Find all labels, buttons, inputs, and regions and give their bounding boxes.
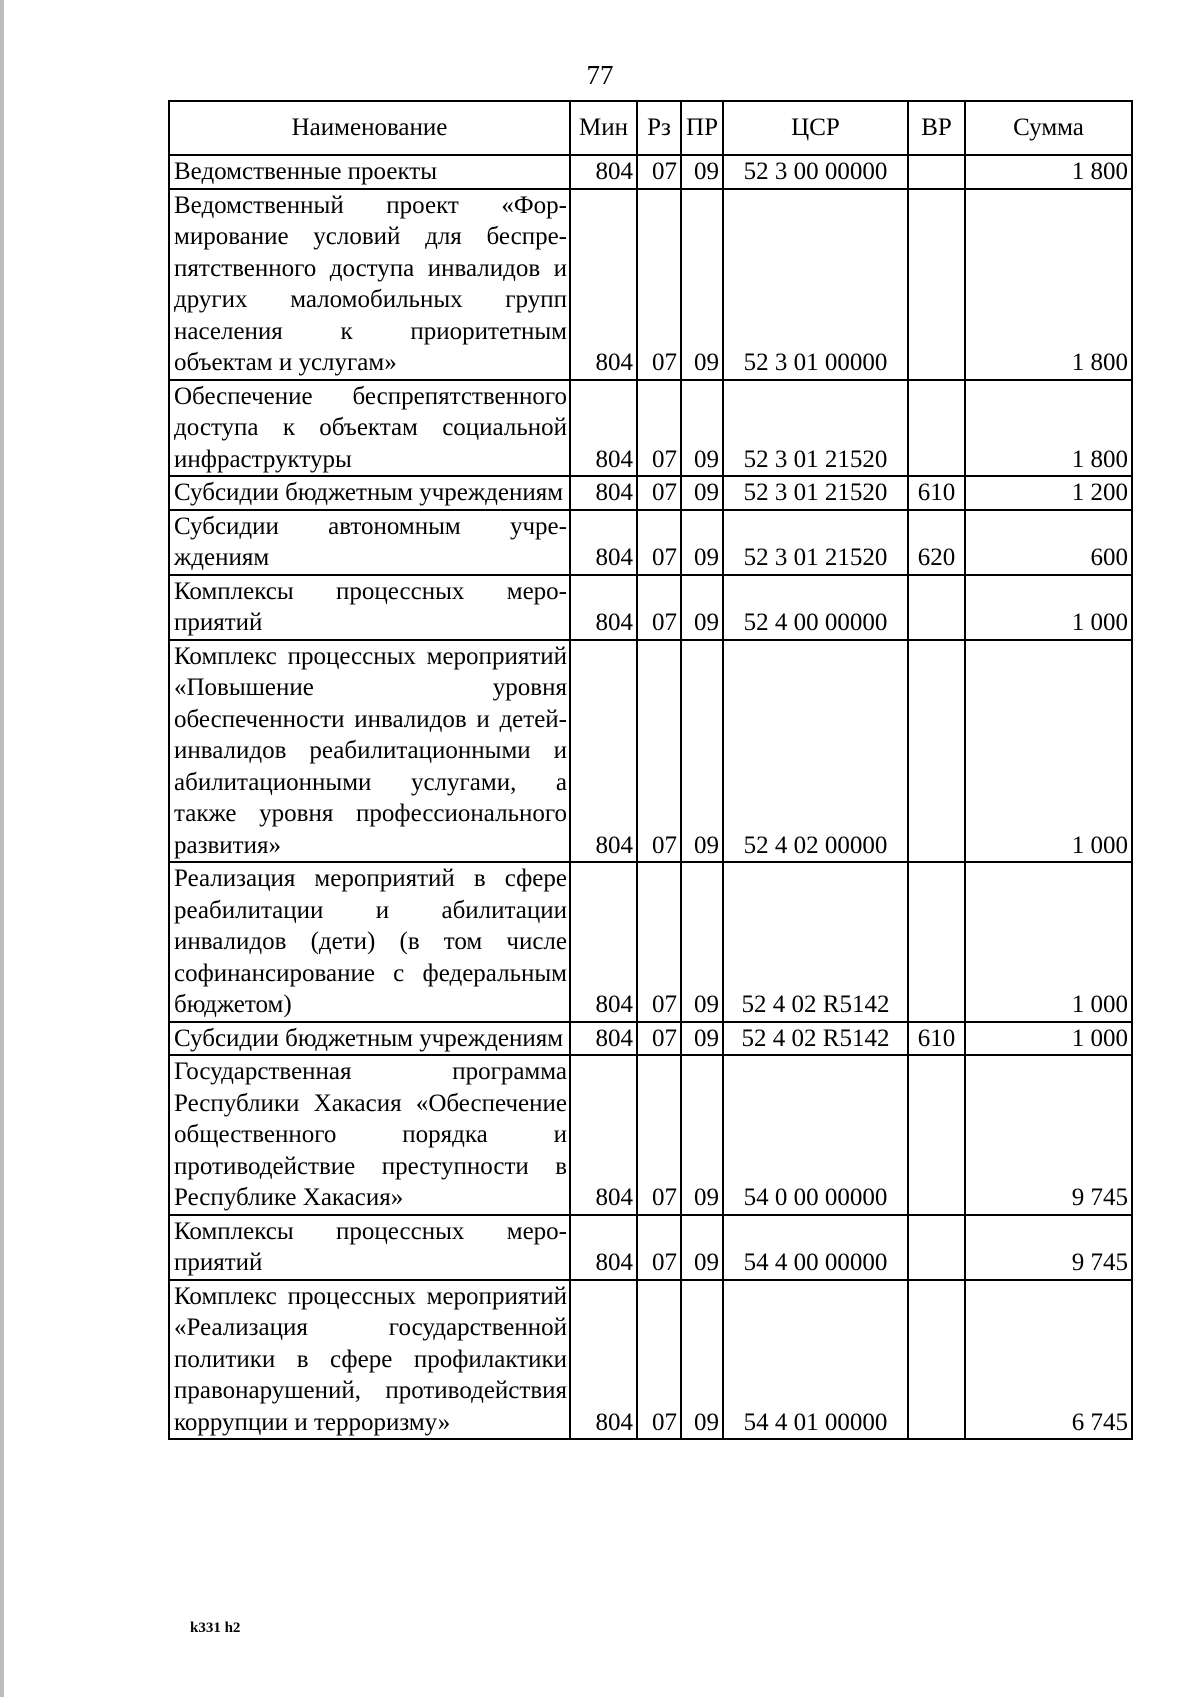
row-pr: 09 xyxy=(681,1022,723,1056)
row-name: Комплекс процессных мероприятий «Реализация государственной политики в сфере профилактики правонарушений, противодействия коррупции и терроризму» xyxy=(169,1280,570,1440)
table-row xyxy=(169,1022,1132,1056)
row-pr: 09 xyxy=(681,510,723,575)
row-vr xyxy=(908,1055,965,1215)
row-pr: 09 xyxy=(681,380,723,477)
row-vr xyxy=(908,189,965,380)
row-pr: 09 xyxy=(681,640,723,863)
row-name: Субсидии бюджетным учреждениям xyxy=(169,476,570,510)
row-min: 804 xyxy=(570,189,637,380)
header-sum: Сумма xyxy=(965,101,1132,155)
row-vr xyxy=(908,1280,965,1440)
row-min: 804 xyxy=(570,380,637,477)
row-name: Субсидии автономным учреждениям xyxy=(169,510,570,575)
budget-table xyxy=(168,100,1133,1440)
row-sum: 9 745 xyxy=(965,1215,1132,1280)
row-rz: 07 xyxy=(637,1215,681,1280)
row-vr xyxy=(908,155,965,189)
row-csr: 52 4 00 00000 xyxy=(723,575,908,640)
row-csr: 52 4 02 00000 xyxy=(723,640,908,863)
header-vr: ВР xyxy=(908,101,965,155)
table-row xyxy=(169,155,1132,189)
row-vr: 610 xyxy=(908,1022,965,1056)
row-name: Комплексы процессных мероприятий xyxy=(169,1215,570,1280)
table-row xyxy=(169,476,1132,510)
table-header-row xyxy=(169,101,1132,155)
header-pr: ПР xyxy=(681,101,723,155)
row-min: 804 xyxy=(570,575,637,640)
row-rz: 07 xyxy=(637,510,681,575)
row-rz: 07 xyxy=(637,575,681,640)
row-rz: 07 xyxy=(637,862,681,1022)
row-vr xyxy=(908,640,965,863)
row-csr: 52 4 02 R5142 xyxy=(723,862,908,1022)
row-min: 804 xyxy=(570,476,637,510)
row-vr xyxy=(908,380,965,477)
row-vr xyxy=(908,575,965,640)
row-sum: 1 800 xyxy=(965,380,1132,477)
row-name: Ведомственный проект «Формирование условий для беспрепятственного доступа инвалидов и других маломобильных групп населения к приоритетным объектам и услугам» xyxy=(169,189,570,380)
row-rz: 07 xyxy=(637,380,681,477)
header-csr: ЦСР xyxy=(723,101,908,155)
row-csr: 52 3 01 21520 xyxy=(723,476,908,510)
row-csr: 52 3 01 21520 xyxy=(723,510,908,575)
row-rz: 07 xyxy=(637,1055,681,1215)
row-sum: 1 800 xyxy=(965,189,1132,380)
row-rz: 07 xyxy=(637,640,681,863)
row-sum: 1 200 xyxy=(965,476,1132,510)
header-min: Мин xyxy=(570,101,637,155)
row-csr: 52 4 02 R5142 xyxy=(723,1022,908,1056)
row-min: 804 xyxy=(570,1022,637,1056)
row-min: 804 xyxy=(570,510,637,575)
row-min: 804 xyxy=(570,862,637,1022)
row-sum: 9 745 xyxy=(965,1055,1132,1215)
row-csr: 52 3 01 21520 xyxy=(723,380,908,477)
row-pr: 09 xyxy=(681,862,723,1022)
row-sum: 1 000 xyxy=(965,640,1132,863)
row-vr xyxy=(908,1215,965,1280)
page-number: 77 xyxy=(586,60,614,90)
row-rz: 07 xyxy=(637,1280,681,1440)
row-pr: 09 xyxy=(681,189,723,380)
row-name: Комплексы процессных мероприятий xyxy=(169,575,570,640)
table-row xyxy=(169,1215,1132,1280)
row-name: Ведомственные проекты xyxy=(169,155,570,189)
header-name: Наименование xyxy=(169,101,570,155)
row-csr: 54 4 01 00000 xyxy=(723,1280,908,1440)
row-rz: 07 xyxy=(637,476,681,510)
table-row xyxy=(169,1055,1132,1215)
row-pr: 09 xyxy=(681,1215,723,1280)
row-csr: 54 0 00 00000 xyxy=(723,1055,908,1215)
row-rz: 07 xyxy=(637,155,681,189)
row-min: 804 xyxy=(570,1215,637,1280)
row-vr xyxy=(908,862,965,1022)
row-pr: 09 xyxy=(681,1055,723,1215)
header-rz: Рз xyxy=(637,101,681,155)
row-name: Комплекс процессных мероприятий «Повышение уровня обеспеченности инвалидов и детей-инвалидов реабилитационными и абилитационными услугами, а также уровня профессионального развития» xyxy=(169,640,570,863)
row-csr: 52 3 00 00000 xyxy=(723,155,908,189)
row-pr: 09 xyxy=(681,155,723,189)
row-rz: 07 xyxy=(637,1022,681,1056)
row-csr: 54 4 00 00000 xyxy=(723,1215,908,1280)
row-min: 804 xyxy=(570,640,637,863)
row-pr: 09 xyxy=(681,1280,723,1440)
table-row xyxy=(169,380,1132,477)
row-vr: 610 xyxy=(908,476,965,510)
row-pr: 09 xyxy=(681,476,723,510)
table-row xyxy=(169,862,1132,1022)
table-row xyxy=(169,189,1132,380)
row-sum: 1 800 xyxy=(965,155,1132,189)
row-rz: 07 xyxy=(637,189,681,380)
row-sum: 1 000 xyxy=(965,575,1132,640)
row-name: Субсидии бюджетным учреждениям xyxy=(169,1022,570,1056)
row-min: 804 xyxy=(570,1055,637,1215)
table-row xyxy=(169,1280,1132,1440)
row-min: 804 xyxy=(570,1280,637,1440)
row-sum: 1 000 xyxy=(965,862,1132,1022)
table-row xyxy=(169,640,1132,863)
row-vr: 620 xyxy=(908,510,965,575)
row-sum: 1 000 xyxy=(965,1022,1132,1056)
row-pr: 09 xyxy=(681,575,723,640)
row-name: Реализация мероприятий в сфере реабилитации и абилитации инвалидов (дети) (в том числе софинансирование с федеральным бюджетом) xyxy=(169,862,570,1022)
page-edge xyxy=(0,0,4,1697)
row-csr: 52 3 01 00000 xyxy=(723,189,908,380)
row-sum: 6 745 xyxy=(965,1280,1132,1440)
footer-code: k331 h2 xyxy=(190,1620,241,1636)
row-name: Государственная программа Республики Хакасия «Обеспечение общественного порядка и противодействие преступности в Республике Хакасия» xyxy=(169,1055,570,1215)
row-sum: 600 xyxy=(965,510,1132,575)
row-min: 804 xyxy=(570,155,637,189)
table-row xyxy=(169,575,1132,640)
row-name: Обеспечение беспрепятственного доступа к объектам социальной инфраструктуры xyxy=(169,380,570,477)
table-row xyxy=(169,510,1132,575)
